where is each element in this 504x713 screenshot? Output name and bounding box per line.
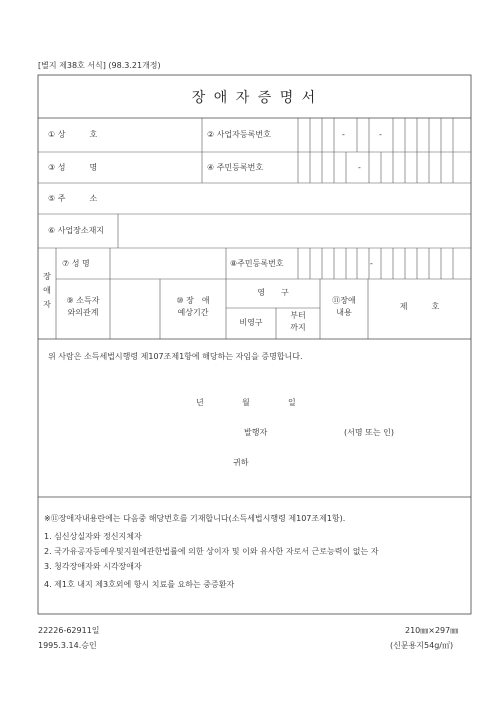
label-content-number: 제 호	[399, 302, 440, 311]
workplace-field[interactable]	[120, 217, 468, 246]
footer-approved: 1995.3.14.승인	[38, 641, 97, 650]
name-field[interactable]	[118, 155, 198, 181]
note-header: ※⑪장애자내용란에는 다음중 해당번호를 기재합니다(소득세법시행령 제107조제1항).	[44, 514, 346, 523]
label-name: ③ 성 명	[48, 163, 98, 172]
side-label-3: 자	[43, 300, 51, 309]
label-disabled-name: ⑦ 성 명	[62, 259, 90, 268]
business-name-field[interactable]	[118, 122, 198, 148]
note-item-4: 4. 제1호 내지 제3호외에 항시 치료를 요하는 중증환자	[44, 580, 235, 589]
issuer-label: 발행자	[244, 428, 268, 437]
note-item-2: 2. 국가유공자등예우및지원에관한법률에 의한 상이자 및 이와 유사한 자로서 근로능력이 없는 자	[44, 547, 379, 556]
dash-4: -	[370, 259, 373, 268]
label-until: 까지	[290, 323, 306, 332]
address-field[interactable]	[118, 186, 468, 212]
label-content-2: 내용	[336, 308, 352, 317]
resident-no-field[interactable]	[299, 153, 469, 182]
form-number-note: [별지 제38호 서식] (98.3.21개정)	[38, 61, 161, 70]
label-relation-1: ⑨ 소득자	[66, 296, 100, 305]
dash-1: -	[342, 130, 345, 139]
dash-2: -	[379, 130, 382, 139]
side-label-1: 장	[43, 272, 51, 281]
footer-size: 210㎜×297㎜	[405, 626, 459, 635]
issuer-field[interactable]	[278, 424, 340, 440]
business-reg-no-field[interactable]	[299, 119, 469, 151]
label-disabled-rrn: ⑧주민등록번호	[230, 259, 284, 268]
side-label-2: 애	[43, 286, 51, 295]
footer-code: 22226-62911일	[38, 626, 100, 635]
label-period-1: ⑩ 장 애	[176, 296, 210, 305]
label-period-2: 예상기간	[177, 308, 209, 317]
label-business-reg-no: ② 사업자등록번호	[207, 130, 271, 139]
label-address: ⑤ 주 소	[48, 194, 98, 203]
label-business-name: ① 상 호	[48, 130, 98, 139]
label-resident-no: ④ 주민등록번호	[207, 163, 264, 172]
dash-3: -	[358, 163, 361, 172]
recipient-label: 귀하	[233, 458, 249, 467]
note-item-3: 3. 청각장애자와 시각장애자	[44, 562, 142, 571]
label-permanent: 영 구	[257, 288, 289, 297]
label-workplace: ⑥ 사업장소재지	[48, 226, 105, 235]
signature-note: (서명 또는 인)	[344, 428, 394, 437]
disabled-rrn-field[interactable]	[299, 250, 469, 278]
note-item-1: 1. 심신상실자와 정신지체자	[44, 532, 142, 541]
label-non-permanent: 비영구	[239, 318, 263, 327]
label-content-1: ⑪장애	[332, 296, 356, 305]
date-month: 월	[242, 398, 250, 407]
label-relation-2: 와의관계	[67, 308, 99, 317]
certification-statement: 위 사람은 소득세법시행령 제107조제1항에 해당하는 자임을 증명합니다.	[48, 352, 303, 361]
disabled-name-field[interactable]	[112, 251, 222, 277]
label-from: 부터	[290, 311, 306, 320]
relation-field[interactable]	[112, 282, 158, 337]
date-day: 일	[288, 398, 296, 407]
date-year: 년	[196, 398, 204, 407]
form-title: 장 애 자 증 명 서	[191, 90, 318, 106]
footer-paper: (신문용지54g/㎡)	[390, 641, 454, 650]
